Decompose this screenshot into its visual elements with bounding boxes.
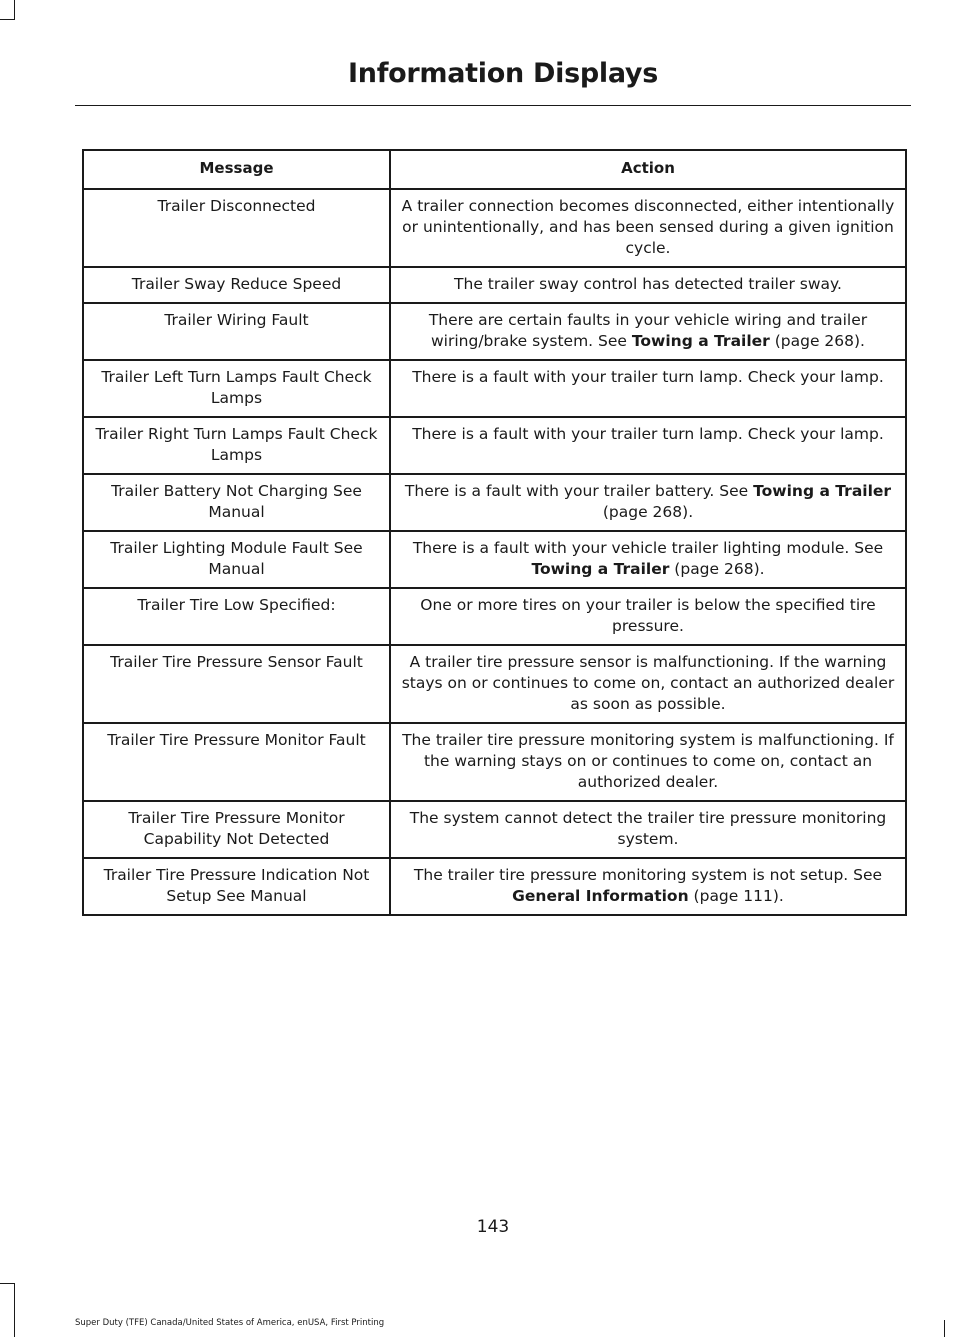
message-cell: Trailer Tire Pressure Monitor Fault bbox=[83, 723, 390, 801]
table-row bbox=[83, 360, 906, 417]
action-cell bbox=[390, 303, 906, 360]
table-row bbox=[83, 303, 906, 360]
message-cell: Trailer Sway Reduce Speed bbox=[83, 267, 390, 303]
message-cell: Trailer Tire Low Specified: bbox=[83, 588, 390, 645]
table-row bbox=[83, 858, 906, 915]
table-body bbox=[83, 189, 906, 915]
action-text: The system cannot detect the trailer tire pressure monitoring system. bbox=[409, 809, 887, 848]
message-cell: Trailer Wiring Fault bbox=[83, 303, 390, 360]
table-row bbox=[83, 417, 906, 474]
message-cell: Trailer Tire Pressure Monitor Capability Not Detected bbox=[83, 801, 390, 858]
action-text: There is a fault with your trailer turn lamp. Check your lamp. bbox=[412, 425, 884, 443]
page-reference: (page 268). bbox=[769, 332, 865, 350]
action-text: The trailer tire pressure monitoring system is not setup. See bbox=[413, 866, 883, 884]
table-row bbox=[83, 723, 906, 801]
action-cell bbox=[390, 189, 906, 267]
column-header-action: Action bbox=[390, 150, 906, 189]
table-row bbox=[83, 189, 906, 267]
action-cell bbox=[390, 417, 906, 474]
cross-reference-link[interactable]: Towing a Trailer bbox=[531, 560, 670, 578]
message-cell: Trailer Right Turn Lamps Fault Check Lamps bbox=[83, 417, 390, 474]
page-reference: (page 268). bbox=[602, 503, 694, 521]
message-cell: Trailer Tire Pressure Indication Not Setup See Manual bbox=[83, 858, 390, 915]
message-cell: Trailer Battery Not Charging See Manual bbox=[83, 474, 390, 531]
crop-mark-top-left bbox=[14, 0, 15, 19]
action-cell bbox=[390, 858, 906, 915]
action-cell bbox=[390, 645, 906, 723]
action-cell bbox=[390, 723, 906, 801]
column-header-message: Message bbox=[83, 150, 390, 189]
action-cell bbox=[390, 801, 906, 858]
message-cell: Trailer Left Turn Lamps Fault Check Lamps bbox=[83, 360, 390, 417]
cross-reference-link[interactable]: Towing a Trailer bbox=[631, 332, 770, 350]
table-row bbox=[83, 588, 906, 645]
action-text: There is a fault with your trailer turn lamp. Check your lamp. bbox=[412, 368, 884, 386]
footer-text: Super Duty (TFE) Canada/United States of America, enUSA, First Printing bbox=[75, 1318, 385, 1328]
table-row bbox=[83, 267, 906, 303]
page-number: 143 bbox=[476, 1217, 510, 1237]
action-text: The trailer tire pressure monitoring system is malfunctioning. If the warning stays on or continues to come on, contact an authorized dealer. bbox=[402, 731, 894, 791]
page-reference: (page 268). bbox=[669, 560, 765, 578]
table-row bbox=[83, 531, 906, 588]
cross-reference-link[interactable]: General Information bbox=[512, 887, 689, 905]
action-text: There is a fault with your vehicle trailer lighting module. See bbox=[412, 539, 884, 557]
crop-mark-top-left-h bbox=[0, 19, 15, 20]
page-reference: (page 111). bbox=[688, 887, 784, 905]
table-row bbox=[83, 801, 906, 858]
action-cell bbox=[390, 267, 906, 303]
action-text: There are certain faults in your vehicle wiring and trailer wiring/brake system. See bbox=[428, 311, 868, 350]
page-title: Information Displays bbox=[348, 58, 658, 89]
table-row bbox=[83, 645, 906, 723]
action-cell bbox=[390, 588, 906, 645]
message-table bbox=[82, 149, 907, 916]
crop-mark-bottom-right bbox=[944, 1320, 945, 1337]
action-cell bbox=[390, 360, 906, 417]
action-text: A trailer connection becomes disconnected, either intentionally or unintentionally, and has been sensed during a given ignition cycle. bbox=[401, 197, 895, 257]
action-text: The trailer sway control has detected trailer sway. bbox=[454, 275, 842, 293]
action-cell bbox=[390, 531, 906, 588]
message-cell: Trailer Lighting Module Fault See Manual bbox=[83, 531, 390, 588]
header-rule bbox=[75, 105, 911, 106]
action-cell bbox=[390, 474, 906, 531]
action-text: There is a fault with your trailer battery. See bbox=[404, 482, 754, 500]
table-header-row bbox=[83, 150, 906, 189]
table-row bbox=[83, 474, 906, 531]
crop-mark-bottom-left bbox=[14, 1283, 15, 1337]
action-text: A trailer tire pressure sensor is malfunctioning. If the warning stays on or continues to come on, contact an authorized dealer as soon as possible. bbox=[401, 653, 895, 713]
message-cell: Trailer Tire Pressure Sensor Fault bbox=[83, 645, 390, 723]
cross-reference-link[interactable]: Towing a Trailer bbox=[753, 482, 892, 500]
message-cell: Trailer Disconnected bbox=[83, 189, 390, 267]
action-text: One or more tires on your trailer is below the specified tire pressure. bbox=[420, 596, 876, 635]
crop-mark-bottom-left-h bbox=[0, 1283, 15, 1284]
